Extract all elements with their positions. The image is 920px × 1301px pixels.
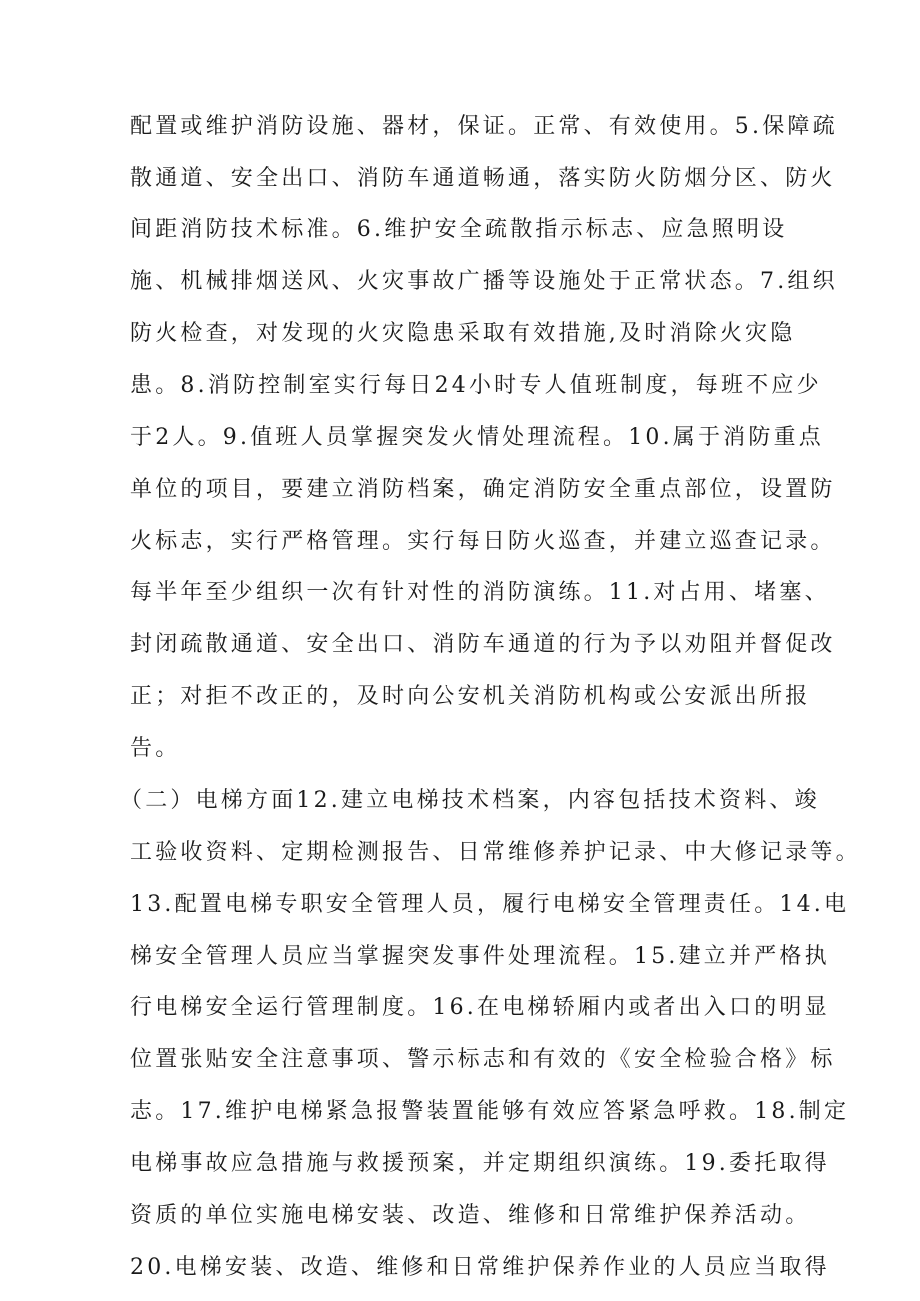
text-line: 间距消防技术标准。6.维护安全疏散指示标志、应急照明设 bbox=[130, 217, 788, 242]
text-line: 于2人。9.值班人员掌握突发火情处理流程。10.属于消防重点 bbox=[130, 425, 824, 450]
text-line: 梯安全管理人员应当掌握突发事件处理流程。15.建立并严格执 bbox=[130, 944, 830, 969]
text-line: 位置张贴安全注意事项、警示标志和有效的《安全检验合格》标 bbox=[130, 1047, 836, 1072]
text-line: 每半年至少组织一次有针对性的消防演练。11.对占用、堵塞、 bbox=[130, 580, 830, 605]
text-line: 正；对拒不改正的，及时向公安机关消防机构或公安派出所报 bbox=[130, 684, 811, 709]
text-line: 20.电梯安装、改造、维修和日常维护保养作业的人员应当取得 bbox=[130, 1255, 830, 1280]
text-line: 单位的项目，要建立消防档案，确定消防安全重点部位，设置防 bbox=[130, 477, 836, 502]
text-line: 配置或维护消防设施、器材，保证。正常、有效使用。5.保障疏 bbox=[130, 114, 838, 139]
text-line: 电梯事故应急措施与救援预案，并定期组织演练。19.委托取得 bbox=[130, 1151, 830, 1176]
text-line: 行电梯安全运行管理制度。16.在电梯轿厢内或者出入口的明显 bbox=[130, 995, 830, 1020]
section-heading-line: （二）电梯方面12.建立电梯技术档案，内容包括技术资料、竣 bbox=[120, 788, 820, 813]
text-line: 告。 bbox=[130, 736, 181, 761]
text-line: 防火检查，对发现的火灾隐患采取有效措施,及时消除火灾隐 bbox=[130, 321, 796, 346]
text-line: 资质的单位实施电梯安装、改造、维修和日常维护保养活动。 bbox=[130, 1203, 811, 1228]
text-line: 施、机械排烟送风、火灾事故广播等设施处于正常状态。7.组织 bbox=[130, 269, 838, 294]
text-line: 志。17.维护电梯紧急报警装置能够有效应答紧急呼救。18.制定 bbox=[130, 1099, 850, 1124]
text-line: 工验收资料、定期检测报告、日常维修养护记录、中大修记录等。 bbox=[130, 840, 861, 865]
text-line: 13.配置电梯专职安全管理人员，履行电梯安全管理责任。14.电 bbox=[130, 892, 850, 917]
text-line: 患。8.消防控制室实行每日24小时专人值班制度，每班不应少 bbox=[130, 373, 822, 398]
text-line: 火标志，实行严格管理。实行每日防火巡查，并建立巡查记录。 bbox=[130, 529, 836, 554]
text-line: 散通道、安全出口、消防车通道畅通，落实防火防烟分区、防火 bbox=[130, 166, 836, 191]
text-line: 封闭疏散通道、安全出口、消防车通道的行为予以劝阻并督促改 bbox=[130, 632, 836, 657]
